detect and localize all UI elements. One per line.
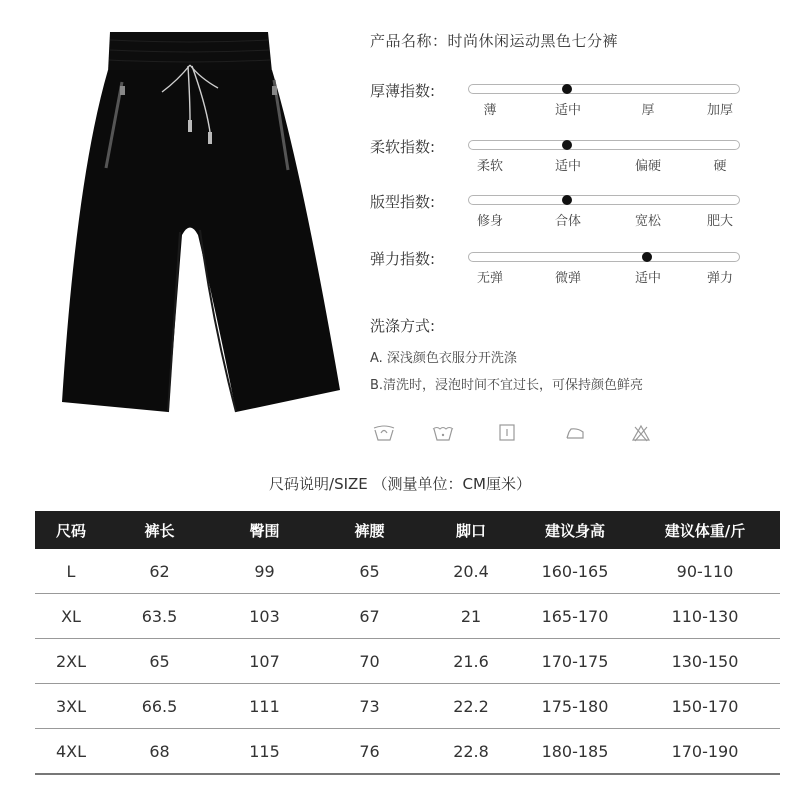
- size-cell: 170-190: [630, 729, 780, 775]
- washing-line-b: B.清洗时，浸泡时间不宜过长，可保持颜色鲜亮: [370, 378, 644, 393]
- size-cell: 73: [317, 684, 422, 729]
- index-options: [468, 99, 740, 117]
- index-option: 微弹: [554, 271, 582, 286]
- table-row: [35, 684, 780, 729]
- index-scale-marker: [562, 195, 572, 205]
- index-scale-marker: [642, 252, 652, 262]
- size-header-cell: 建议身高: [520, 511, 630, 549]
- table-row: [35, 729, 780, 775]
- size-cell: 175-180: [520, 684, 630, 729]
- product-name: [370, 30, 618, 51]
- table-row: [35, 594, 780, 639]
- size-cell: 76: [317, 729, 422, 775]
- size-cell: 103: [212, 594, 317, 639]
- size-cell: 130-150: [630, 639, 780, 684]
- index-option: 适中: [554, 159, 582, 174]
- size-cell: 65: [107, 639, 212, 684]
- size-cell: 65: [317, 549, 422, 594]
- size-cell: 21.6: [422, 639, 520, 684]
- index-option: 肥大: [706, 214, 734, 229]
- size-cell: 165-170: [520, 594, 630, 639]
- index-options: [468, 267, 740, 285]
- size-cell: 3XL: [35, 684, 107, 729]
- size-table-header: [35, 511, 780, 549]
- size-cell: 90-110: [630, 549, 780, 594]
- index-label: 柔软指数:: [370, 138, 436, 156]
- product-image-pants: [40, 20, 360, 420]
- index-label: 厚薄指数:: [370, 82, 436, 100]
- hand-wash-icon: [373, 423, 395, 443]
- index-option: 合体: [554, 214, 582, 229]
- size-cell: 21: [422, 594, 520, 639]
- size-cell: 70: [317, 639, 422, 684]
- size-cell: 62: [107, 549, 212, 594]
- index-label: 版型指数:: [370, 193, 436, 211]
- wash-temperature-icon: [432, 423, 454, 443]
- size-cell: 4XL: [35, 729, 107, 775]
- size-cell: 63.5: [107, 594, 212, 639]
- table-row: [35, 549, 780, 594]
- size-cell: 150-170: [630, 684, 780, 729]
- product-name-value: 时尚休闲运动黑色七分裤: [447, 32, 619, 50]
- tumble-dry-icon: [497, 423, 519, 443]
- index-option: 适中: [634, 271, 662, 286]
- size-header-cell: 尺码: [35, 511, 107, 549]
- size-table: [35, 511, 780, 775]
- index-option: 弹力: [706, 271, 734, 286]
- index-scale-track: [468, 195, 740, 205]
- index-scale-track: [468, 140, 740, 150]
- size-header-cell: 裤长: [107, 511, 212, 549]
- no-bleach-icon: [630, 423, 652, 443]
- index-option: 偏硬: [634, 159, 662, 174]
- size-cell: 107: [212, 639, 317, 684]
- index-option: 薄: [483, 103, 497, 118]
- size-cell: 66.5: [107, 684, 212, 729]
- size-cell: XL: [35, 594, 107, 639]
- index-option: 宽松: [634, 214, 662, 229]
- index-scale-track: [468, 84, 740, 94]
- index-options: [468, 210, 740, 228]
- index-option: 修身: [476, 214, 504, 229]
- index-scale-marker: [562, 84, 572, 94]
- index-options: [468, 155, 740, 173]
- index-option: 厚: [641, 103, 655, 118]
- size-caption: 尺码说明/SIZE （测量单位：CM厘米）: [269, 475, 531, 493]
- size-cell: 2XL: [35, 639, 107, 684]
- size-cell: 180-185: [520, 729, 630, 775]
- size-cell: 20.4: [422, 549, 520, 594]
- index-label: 弹力指数:: [370, 250, 436, 268]
- index-option: 硬: [713, 159, 727, 174]
- washing-title: 洗涤方式:: [370, 317, 436, 335]
- washing-line-a: A. 深浅颜色衣服分开洗涤: [370, 351, 517, 366]
- size-cell: 22.2: [422, 684, 520, 729]
- size-header-cell: 裤腰: [317, 511, 422, 549]
- size-cell: 160-165: [520, 549, 630, 594]
- size-header-cell: 臀围: [212, 511, 317, 549]
- size-cell: 170-175: [520, 639, 630, 684]
- index-option: 无弹: [476, 271, 504, 286]
- index-scale-track: [468, 252, 740, 262]
- index-option: 适中: [554, 103, 582, 118]
- product-name-label: 产品名称：: [370, 32, 448, 50]
- size-header-cell: 建议体重/斤: [630, 511, 780, 549]
- size-header-cell: 脚口: [422, 511, 520, 549]
- size-cell: 68: [107, 729, 212, 775]
- size-cell: 22.8: [422, 729, 520, 775]
- iron-icon: [564, 423, 586, 443]
- index-option: 柔软: [476, 159, 504, 174]
- index-scale-marker: [562, 140, 572, 150]
- size-cell: 111: [212, 684, 317, 729]
- size-cell: 115: [212, 729, 317, 775]
- index-option: 加厚: [706, 103, 734, 118]
- size-cell: 110-130: [630, 594, 780, 639]
- table-row: [35, 639, 780, 684]
- size-cell: 99: [212, 549, 317, 594]
- size-cell: L: [35, 549, 107, 594]
- size-cell: 67: [317, 594, 422, 639]
